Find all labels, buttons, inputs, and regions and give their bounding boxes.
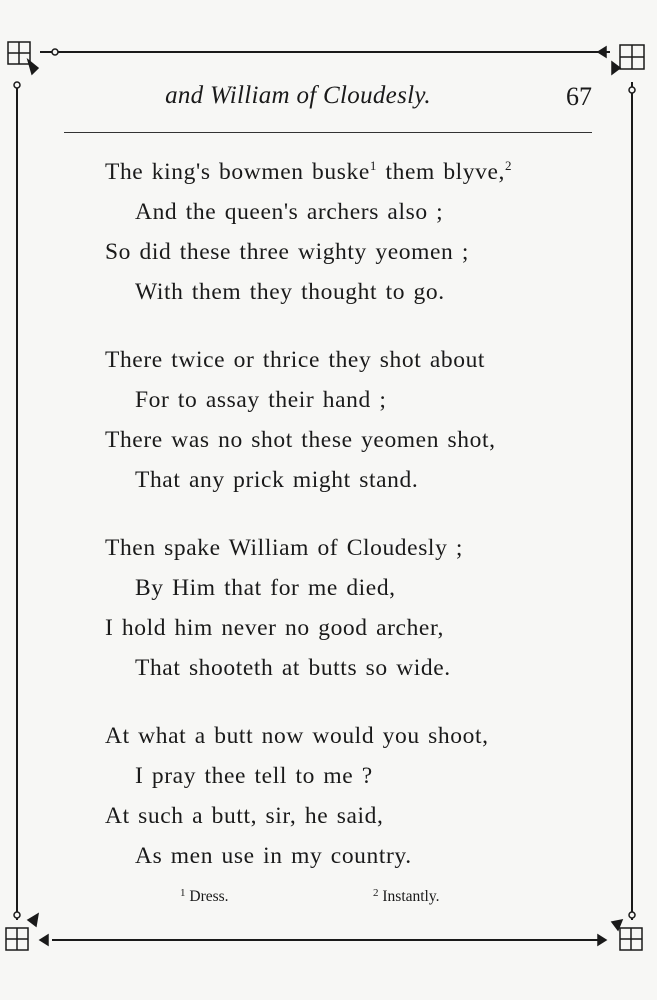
corner-ornament-icon [8,42,58,88]
poem-line: I pray thee tell to me ? [135,763,373,789]
poem-line: The king's bowmen buske$^1$ them blyve,$^2$ [105,158,513,185]
poem-line: For to assay their hand ; [135,387,387,413]
poem-line: There twice or thrice they shot about [105,347,486,373]
page-number: 67 [566,82,592,111]
poem-body [105,152,585,904]
footnote-mark: 2 [505,158,513,173]
poem-line: I hold him never no good archer, [105,615,444,641]
corner-ornament-icon [598,912,642,950]
poem-line: That shooteth at butts so wide. [135,655,451,681]
footnotes [180,888,480,912]
corner-ornament-icon [6,912,48,950]
poem-line: And the queen's archers also ; [135,199,444,225]
poem-line: With them they thought to go. [135,279,445,305]
poem-line: At such a butt, sir, he said, [105,803,384,829]
poem-line: By Him that for me died, [135,575,396,601]
poem-line: At what a butt now would you shoot, [105,723,489,749]
poem-line: As men use in my country. [135,843,412,869]
footnote-1: $^1$ Dress. [180,887,229,905]
header-rule [64,132,592,133]
running-head [60,82,596,122]
stanza [105,340,585,500]
stanza [105,716,585,876]
corner-ornament-icon [598,45,644,93]
stanza [105,152,585,312]
poem-line: That any prick might stand. [135,467,419,493]
footnote-mark: 1 [369,158,377,173]
running-title: and William of Cloudesly. [165,82,431,109]
poem-line: So did these three wighty yeomen ; [105,239,469,265]
stanza [105,528,585,688]
poem-line: There was no shot these yeomen shot, [105,427,496,453]
poem-line: Then spake William of Cloudesly ; [105,535,464,561]
footnote-2: $^2$ Instantly. [373,887,440,905]
